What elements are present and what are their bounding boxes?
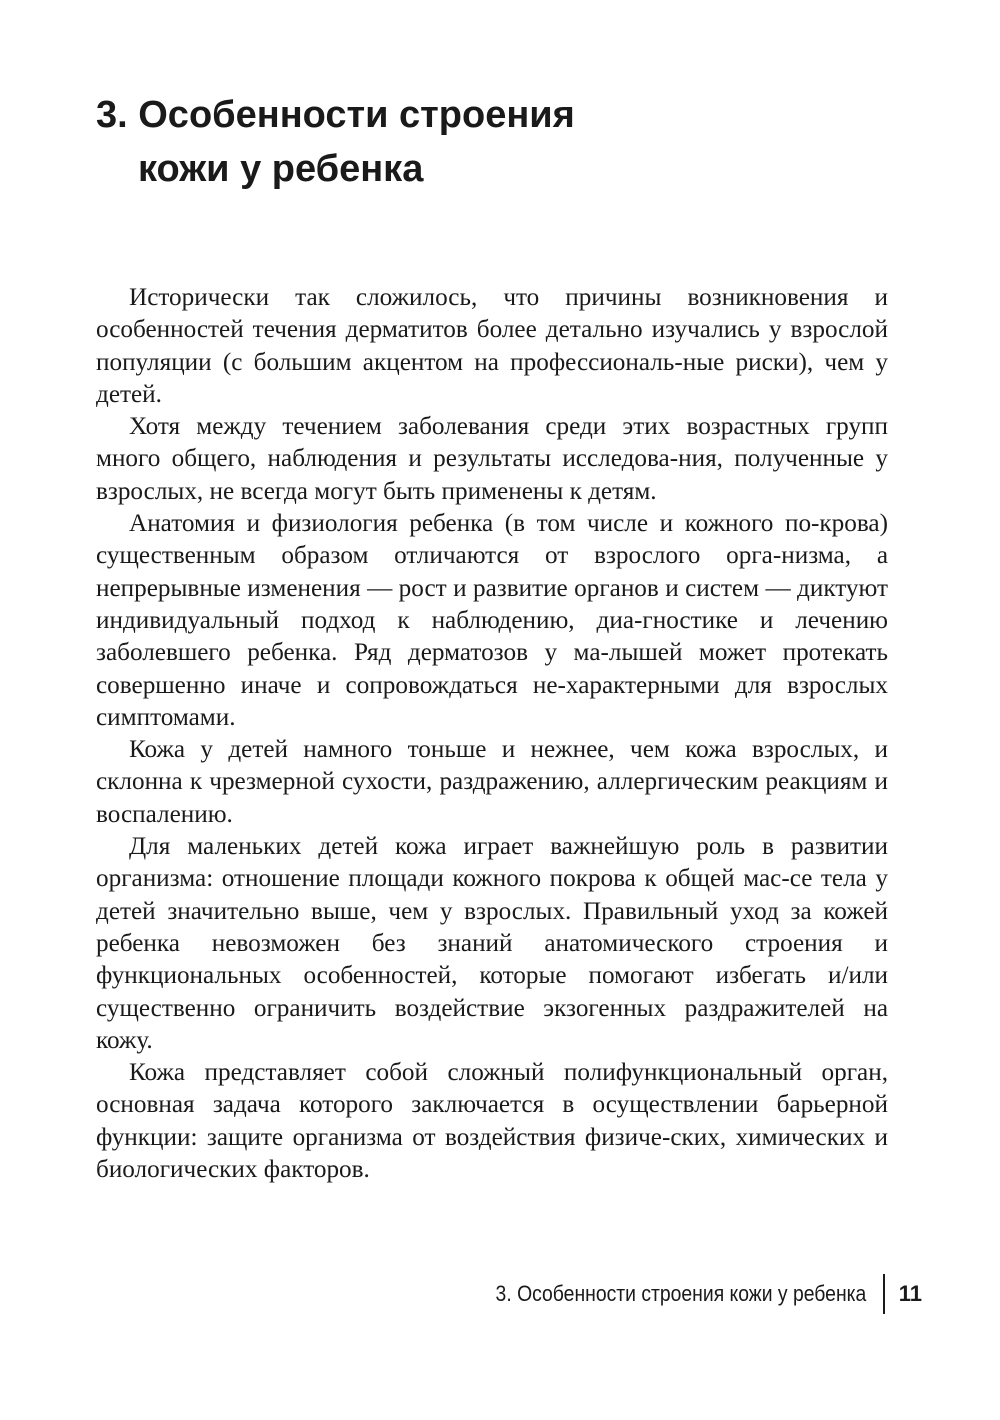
chapter-title-line-1: 3. Особенности строения <box>96 94 575 136</box>
paragraph: Для маленьких детей кожа играет важнейшую роль в развитии организма: отношение площади кожного покрова к общей мас-се тела у детей значительно выше, чем у взрослых. Правильный уход за кожей ребенка невозможен без знаний анатомического строения и функциональных особенностей, которые помогают избегать и/или существенно ограничить воздействие экзогенных раздражителей на кожу. <box>96 833 888 1054</box>
paragraph: Анатомия и физиология ребенка (в том числе и кожного по-крова) существенным образом отличаются от взрослого орга-низма, а непрерывные изменения — рост и развитие органов и систем — диктуют индивидуальный подход к наблюдению, диа-гностике и лечению заболевшего ребенка. Ряд дерматозов у ма-лышей может протекать совершенно иначе и сопровождаться не-характерными для взрослых симптомами. <box>96 510 888 731</box>
page-footer <box>445 1274 922 1314</box>
running-title: 3. Особенности строения кожи у ребенка <box>495 1281 867 1306</box>
page-number: 11 <box>898 1281 922 1306</box>
paragraph: Кожа у детей намного тоньше и нежнее, чем кожа взрослых, и склонна к чрезмерной сухости, раздражению, аллергическим реакциям и воспалению. <box>96 736 888 828</box>
footer-divider <box>883 1274 885 1314</box>
paragraph: Хотя между течением заболевания среди этих возрастных групп много общего, наблюдения и результаты исследова-ния, полученные у взрослых, не всегда могут быть применены к детям. <box>96 413 888 505</box>
paragraph: Кожа представляет собой сложный полифункциональный орган, основная задача которого заключается в осуществлении барьерной функции: защите организма от воздействия физиче-ских, химических и биологических факторов. <box>96 1059 888 1184</box>
paragraph: Исторически так сложилось, что причины возникновения и особенностей течения дерматитов более детально изучались у взрослой популяции (с большим акцентом на профессиональ-ные риски), чем у детей. <box>96 284 888 408</box>
chapter-title <box>96 88 916 196</box>
chapter-title-line-2: кожи у ребенка <box>138 148 424 190</box>
body-text <box>96 282 888 1186</box>
